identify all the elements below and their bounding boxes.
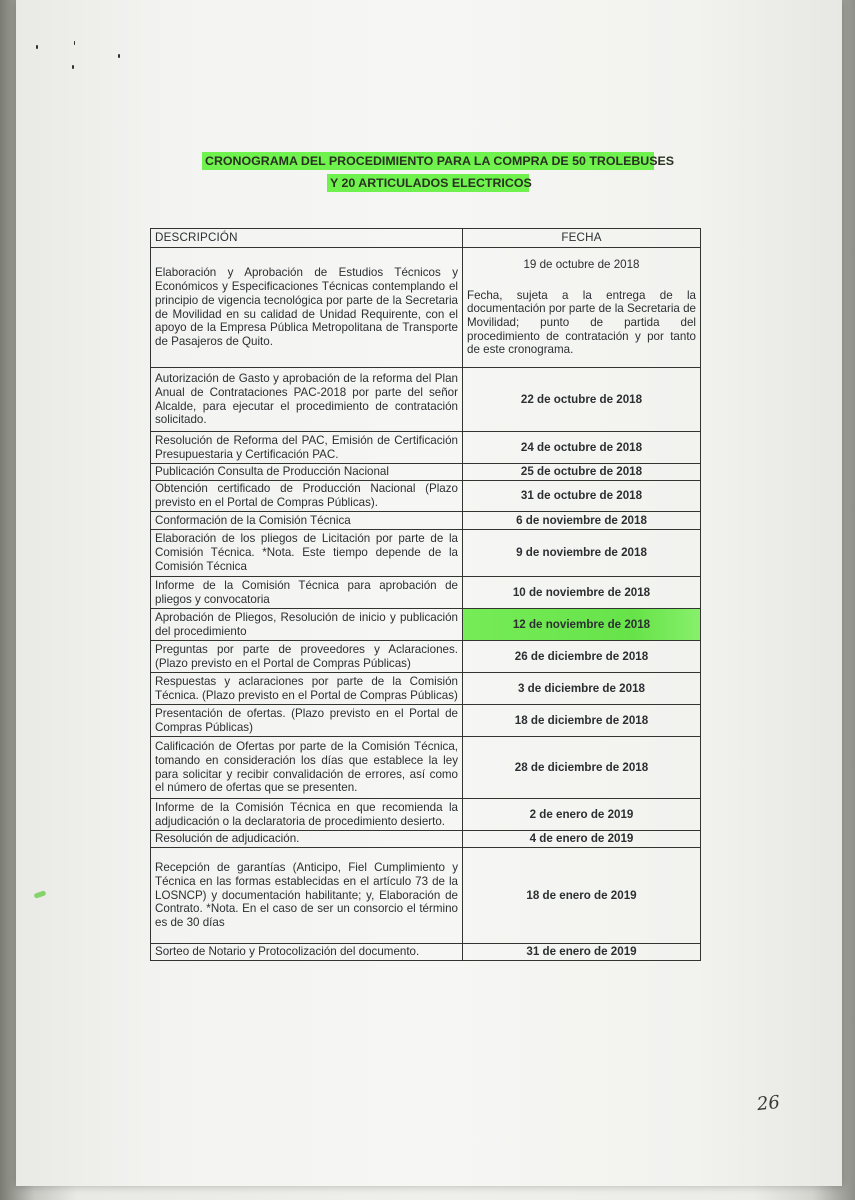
paper-speck	[118, 54, 120, 58]
table-row	[151, 248, 701, 368]
date-cell: 18 de enero de 2019	[463, 848, 701, 944]
description-cell: Informe de la Comisión Técnica para aprobación de pliegos y convocatoria	[151, 577, 463, 609]
description-cell: Resolución de adjudicación.	[151, 831, 463, 848]
table-row	[151, 737, 701, 799]
date-column-header: FECHA	[463, 229, 701, 248]
title-line-2: Y 20 ARTICULADOS ELECTRICOS	[327, 174, 529, 192]
paper-speck	[74, 41, 75, 45]
document-page	[16, 0, 842, 1186]
paper-speck	[72, 65, 74, 69]
date-cell: 2 de enero de 2019	[463, 799, 701, 831]
table-row	[151, 673, 701, 705]
description-cell: Resolución de Reforma del PAC, Emisión de Certificación Presupuestaria y Certificación PAC.	[151, 432, 463, 464]
table-body	[151, 248, 701, 961]
table-row	[151, 848, 701, 944]
table-row	[151, 577, 701, 609]
table-header-row	[151, 229, 701, 248]
description-cell: Aprobación de Pliegos, Resolución de inicio y publicación del procedimiento	[151, 609, 463, 641]
table-row	[151, 530, 701, 577]
title-line-1: CRONOGRAMA DEL PROCEDIMIENTO PARA LA COMPRA DE 50 TROLEBUSES	[202, 152, 654, 170]
description-cell: Informe de la Comisión Técnica en que recomienda la adjudicación o la declaratoria de procedimiento desierto.	[151, 799, 463, 831]
date-value: 19 de octubre de 2018	[523, 258, 640, 272]
date-cell: 31 de enero de 2019	[463, 944, 701, 961]
description-cell: Recepción de garantías (Anticipo, Fiel Cumplimiento y Técnica en las formas establecidas en el artículo 73 de la LOSNCP) y documentación habilitante; y, Elaboración de Contrato. *Nota. En el caso de ser un consorcio el término es de 30 días	[151, 848, 463, 944]
description-cell: Presentación de ofertas. (Plazo previsto en el Portal de Compras Públicas)	[151, 705, 463, 737]
date-cell: 22 de octubre de 2018	[463, 368, 701, 432]
description-cell: Elaboración y Aprobación de Estudios Técnicos y Económicos y Especificaciones Técnicas contemplando el principio de vigencia tecnológica por parte de la Secretaria de Movilidad en su calidad de Unidad Requirente, con el apoyo de la Empresa Pública Metropolitana de Transporte de Pasajeros de Quito.	[151, 248, 463, 368]
description-cell: Elaboración de los pliegos de Licitación por parte de la Comisión Técnica. *Nota. Este tiempo depende de la Comisión Técnica	[151, 530, 463, 577]
margin-highlight-mark	[34, 890, 47, 898]
description-cell: Conformación de la Comisión Técnica	[151, 512, 463, 530]
date-cell: 9 de noviembre de 2018	[463, 530, 701, 577]
description-cell: Preguntas por parte de proveedores y Aclaraciones. (Plazo previsto en el Portal de Compras Públicas)	[151, 641, 463, 673]
date-cell: 10 de noviembre de 2018	[463, 577, 701, 609]
date-cell: 25 de octubre de 2018	[463, 464, 701, 481]
table-row	[151, 641, 701, 673]
schedule-table	[150, 228, 701, 961]
table-row	[151, 944, 701, 961]
table-header	[151, 229, 701, 248]
description-cell: Publicación Consulta de Producción Nacional	[151, 464, 463, 481]
highlighted-date-cell: 12 de noviembre de 2018	[463, 609, 701, 641]
table-row	[151, 464, 701, 481]
description-cell: Respuestas y aclaraciones por parte de la Comisión Técnica. (Plazo previsto en el Portal de Compras Públicas)	[151, 673, 463, 705]
date-cell: 24 de octubre de 2018	[463, 432, 701, 464]
description-cell: Calificación de Ofertas por parte de la Comisión Técnica, tomando en consideración los días que establece la ley para solicitar y recibir convalidación de errores, así como el número de ofertas que se presenten.	[151, 737, 463, 799]
date-note: Fecha, sujeta a la entrega de la documentación por parte de la Secretaria de Movilidad; punto de partida del procedimiento de contratación y por tanto de este cronograma.	[467, 288, 696, 357]
description-cell: Obtención certificado de Producción Nacional (Plazo previsto en el Portal de Compras Públicas).	[151, 481, 463, 512]
date-cell: 31 de octubre de 2018	[463, 481, 701, 512]
table-row	[151, 512, 701, 530]
date-cell: 28 de diciembre de 2018	[463, 737, 701, 799]
date-cell: 4 de enero de 2019	[463, 831, 701, 848]
table-row	[151, 432, 701, 464]
table-row	[151, 481, 701, 512]
paper-speck	[36, 45, 38, 49]
date-cell: 26 de diciembre de 2018	[463, 641, 701, 673]
date-cell: 6 de noviembre de 2018	[463, 512, 701, 530]
description-column-header: DESCRIPCIÓN	[151, 229, 463, 248]
date-cell: 18 de diciembre de 2018	[463, 705, 701, 737]
table-row	[151, 705, 701, 737]
description-cell: Autorización de Gasto y aprobación de la reforma del Plan Anual de Contrataciones PAC-2018 por parte del señor Alcalde, para ejecutar el procedimiento de contratación solicitado.	[151, 368, 463, 432]
date-cell: 3 de diciembre de 2018	[463, 673, 701, 705]
date-cell	[463, 248, 701, 368]
table-row	[151, 831, 701, 848]
document-title	[200, 152, 675, 192]
table-row	[151, 609, 701, 641]
page-number: 26	[756, 1091, 782, 1116]
table-row	[151, 368, 701, 432]
description-cell: Sorteo de Notario y Protocolización del documento.	[151, 944, 463, 961]
table-row	[151, 799, 701, 831]
